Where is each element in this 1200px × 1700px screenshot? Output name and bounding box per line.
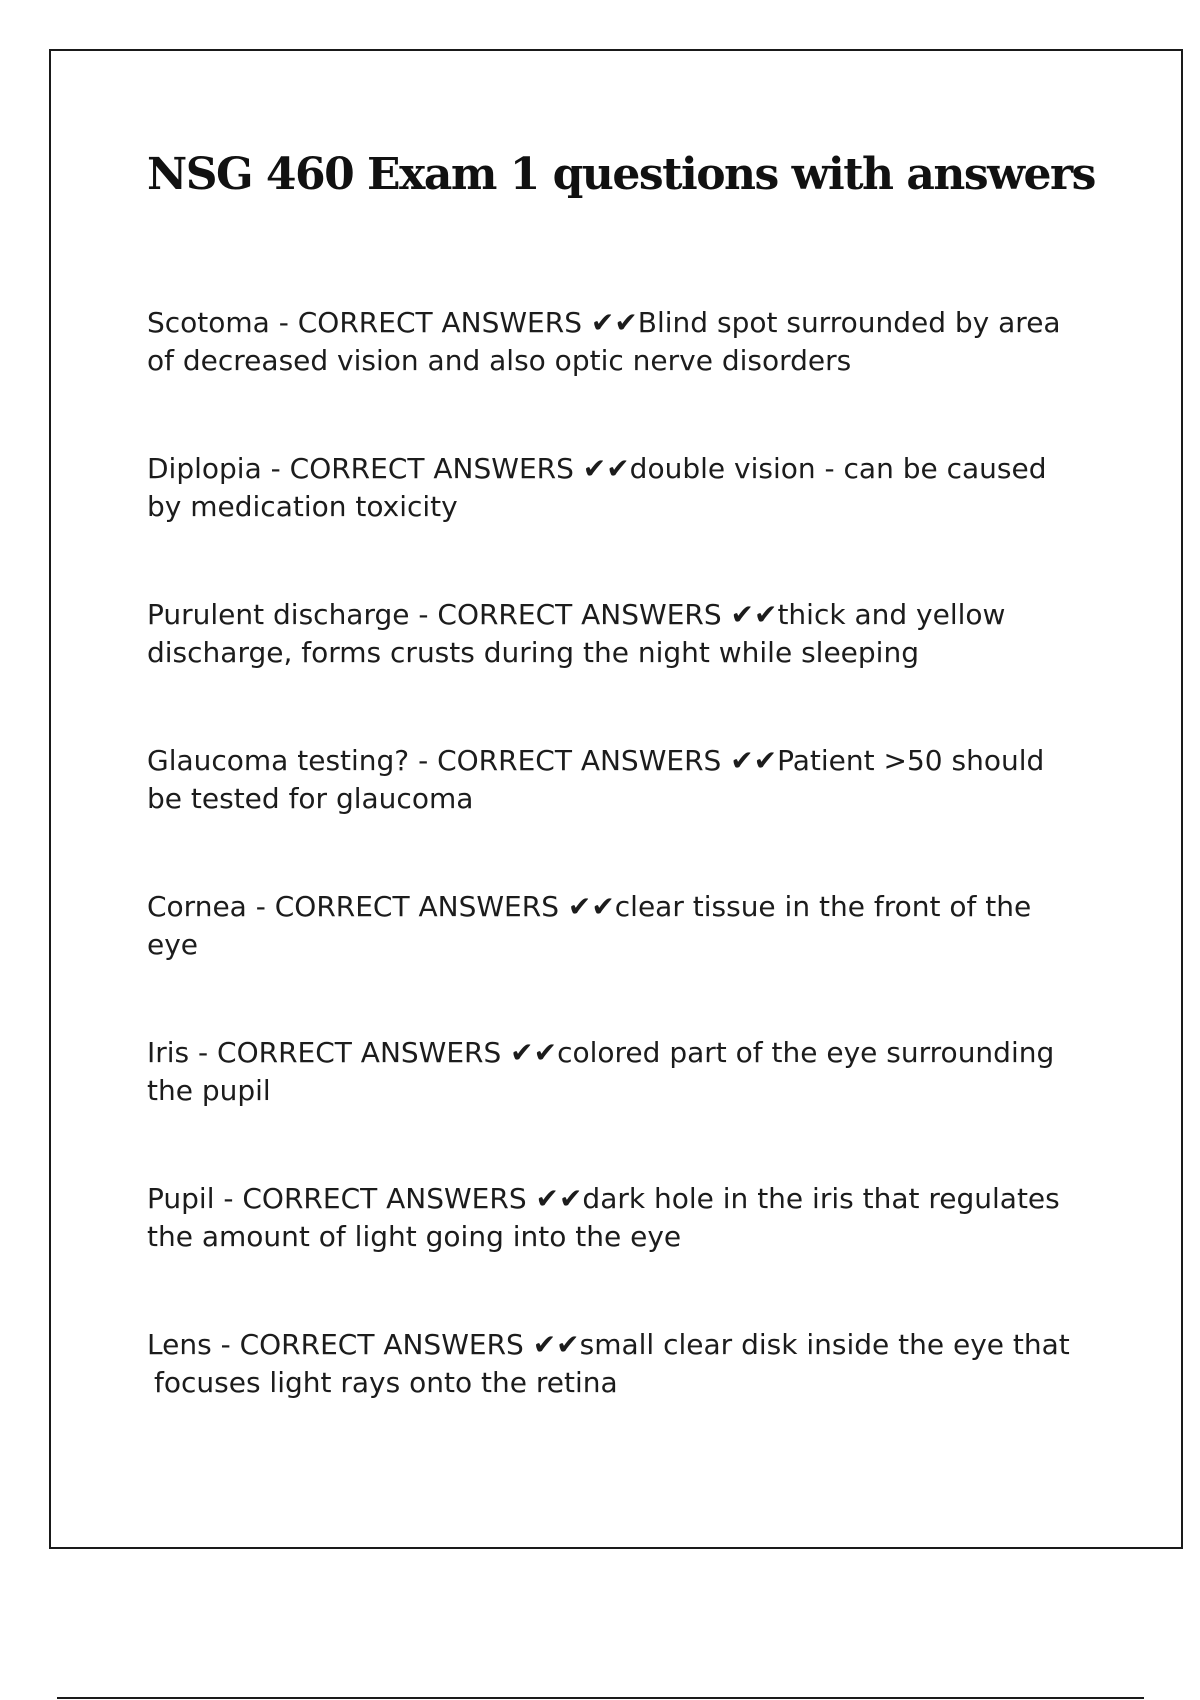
footer-divider — [57, 1697, 1144, 1699]
qa-item-glaucoma-testing — [147, 742, 1147, 888]
document-title: NSG 460 Exam 1 questions with answers — [147, 149, 1095, 200]
qa-item-scotoma — [147, 304, 1147, 450]
qa-item-text: Scotoma - CORRECT ANSWERS ✔✔Blind spot surrounded by area — [147, 306, 1061, 339]
qa-item-text: Iris - CORRECT ANSWERS ✔✔colored part of the eye surrounding — [147, 1036, 1055, 1069]
qa-item-text: Pupil - CORRECT ANSWERS ✔✔dark hole in the iris that regulates — [147, 1182, 1060, 1215]
qa-item-text: Lens - CORRECT ANSWERS ✔✔small clear disk inside the eye that — [147, 1328, 1070, 1361]
qa-item-text: Diplopia - CORRECT ANSWERS ✔✔double vision - can be caused — [147, 452, 1047, 485]
qa-item-text-continued: the amount of light going into the eye — [147, 1220, 682, 1253]
qa-item-text-continued: be tested for glaucoma — [147, 782, 474, 815]
qa-item-text-continued: discharge, forms crusts during the night while sleeping — [147, 636, 919, 669]
qa-item-pupil — [147, 1180, 1147, 1326]
qa-item-text-continued: eye — [147, 928, 199, 961]
page-frame — [49, 49, 1183, 1549]
qa-item-lens — [147, 1326, 1147, 1472]
qa-item-text: Glaucoma testing? - CORRECT ANSWERS ✔✔Patient >50 should — [147, 744, 1045, 777]
qa-item-text-continued: focuses light rays onto the retina — [154, 1366, 618, 1399]
qa-item-diplopia — [147, 450, 1147, 596]
qa-list — [147, 304, 1147, 1472]
qa-item-text-continued: by medication toxicity — [147, 490, 458, 523]
qa-item-iris — [147, 1034, 1147, 1180]
qa-item-text: Cornea - CORRECT ANSWERS ✔✔clear tissue in the front of the — [147, 890, 1032, 923]
qa-item-text-continued: of decreased vision and also optic nerve disorders — [147, 344, 852, 377]
qa-item-purulent-discharge — [147, 596, 1147, 742]
qa-item-cornea — [147, 888, 1147, 1034]
qa-item-text: Purulent discharge - CORRECT ANSWERS ✔✔thick and yellow — [147, 598, 1006, 631]
qa-item-text-continued: the pupil — [147, 1074, 271, 1107]
